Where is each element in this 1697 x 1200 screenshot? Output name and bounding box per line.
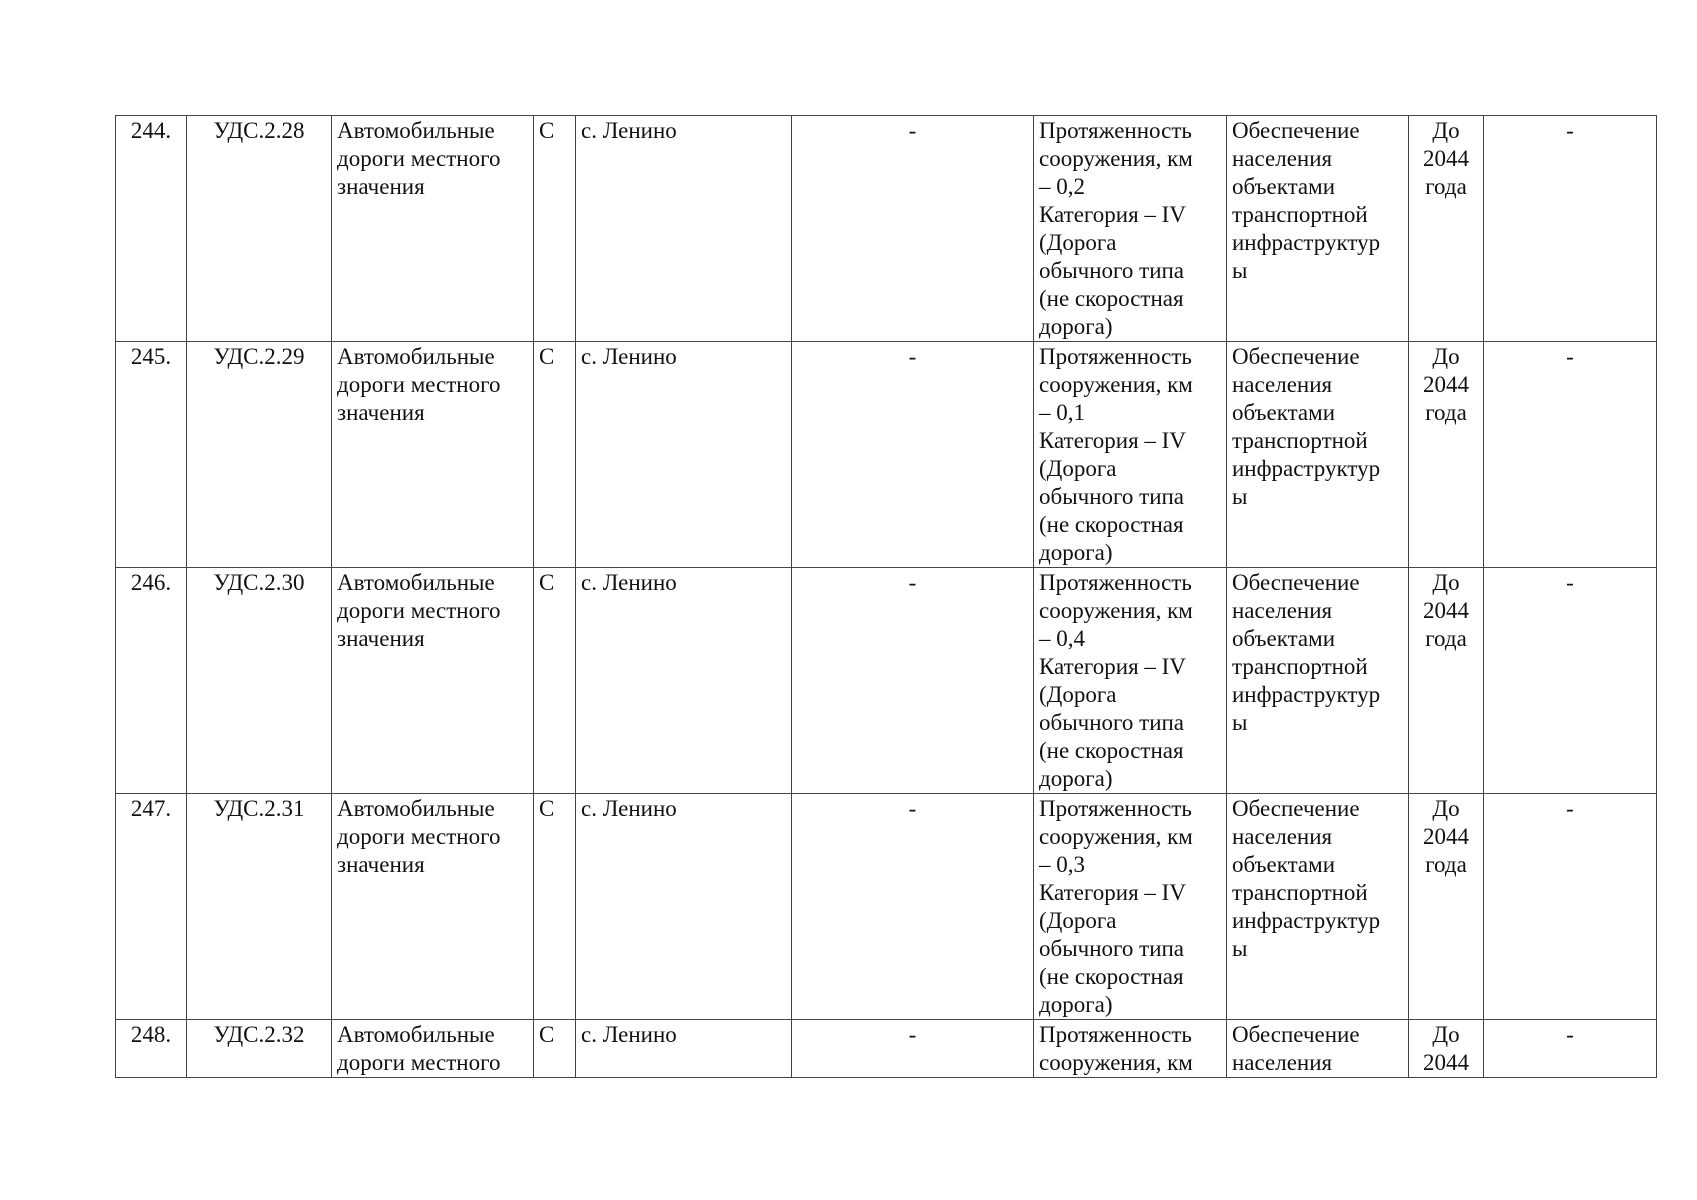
object-status: С bbox=[534, 116, 576, 342]
object-location: с. Ленино bbox=[576, 342, 792, 568]
object-deadline: До 2044 года bbox=[1409, 794, 1484, 1020]
object-deadline: До 2044 bbox=[1409, 1020, 1484, 1078]
object-location: с. Ленино bbox=[576, 568, 792, 794]
objects-table bbox=[115, 115, 1657, 1078]
object-characteristics: Протяженность сооружения, км – 0,2 Категория – IV (Дорога обычного типа (не скоростная дорога) bbox=[1034, 116, 1227, 342]
object-characteristics: Протяженность сооружения, км – 0,4 Категория – IV (Дорога обычного типа (не скоростная дорога) bbox=[1034, 568, 1227, 794]
object-note: - bbox=[1484, 116, 1657, 342]
object-purpose: Обеспечение населения объектами транспортной инфраструктур ы bbox=[1227, 342, 1409, 568]
table-row bbox=[116, 568, 1657, 794]
row-number: 247. bbox=[116, 794, 187, 1020]
object-status: С bbox=[534, 568, 576, 794]
object-code: УДС.2.29 bbox=[187, 342, 332, 568]
object-code: УДС.2.28 bbox=[187, 116, 332, 342]
object-status: С bbox=[534, 1020, 576, 1078]
object-zone: - bbox=[792, 568, 1034, 794]
table-row bbox=[116, 116, 1657, 342]
table-row bbox=[116, 794, 1657, 1020]
object-characteristics: Протяженность сооружения, км bbox=[1034, 1020, 1227, 1078]
object-note: - bbox=[1484, 794, 1657, 1020]
object-code: УДС.2.30 bbox=[187, 568, 332, 794]
object-zone: - bbox=[792, 116, 1034, 342]
object-code: УДС.2.32 bbox=[187, 1020, 332, 1078]
object-purpose: Обеспечение населения bbox=[1227, 1020, 1409, 1078]
object-note: - bbox=[1484, 1020, 1657, 1078]
object-status: С bbox=[534, 342, 576, 568]
object-deadline: До 2044 года bbox=[1409, 116, 1484, 342]
object-zone: - bbox=[792, 794, 1034, 1020]
object-location: с. Ленино bbox=[576, 116, 792, 342]
object-deadline: До 2044 года bbox=[1409, 568, 1484, 794]
object-status: С bbox=[534, 794, 576, 1020]
object-zone: - bbox=[792, 1020, 1034, 1078]
object-purpose: Обеспечение населения объектами транспортной инфраструктур ы bbox=[1227, 794, 1409, 1020]
object-name: Автомобильные дороги местного значения bbox=[332, 342, 534, 568]
object-name: Автомобильные дороги местного значения bbox=[332, 116, 534, 342]
row-number: 248. bbox=[116, 1020, 187, 1078]
object-name: Автомобильные дороги местного bbox=[332, 1020, 534, 1078]
table-row bbox=[116, 342, 1657, 568]
object-location: с. Ленино bbox=[576, 794, 792, 1020]
row-number: 245. bbox=[116, 342, 187, 568]
object-characteristics: Протяженность сооружения, км – 0,3 Категория – IV (Дорога обычного типа (не скоростная дорога) bbox=[1034, 794, 1227, 1020]
table-body bbox=[116, 116, 1657, 1078]
object-purpose: Обеспечение населения объектами транспортной инфраструктур ы bbox=[1227, 116, 1409, 342]
object-name: Автомобильные дороги местного значения bbox=[332, 794, 534, 1020]
row-number: 246. bbox=[116, 568, 187, 794]
object-name: Автомобильные дороги местного значения bbox=[332, 568, 534, 794]
object-code: УДС.2.31 bbox=[187, 794, 332, 1020]
object-purpose: Обеспечение населения объектами транспортной инфраструктур ы bbox=[1227, 568, 1409, 794]
object-note: - bbox=[1484, 342, 1657, 568]
object-deadline: До 2044 года bbox=[1409, 342, 1484, 568]
row-number: 244. bbox=[116, 116, 187, 342]
table-row bbox=[116, 1020, 1657, 1078]
object-note: - bbox=[1484, 568, 1657, 794]
object-characteristics: Протяженность сооружения, км – 0,1 Категория – IV (Дорога обычного типа (не скоростная дорога) bbox=[1034, 342, 1227, 568]
object-zone: - bbox=[792, 342, 1034, 568]
object-location: с. Ленино bbox=[576, 1020, 792, 1078]
